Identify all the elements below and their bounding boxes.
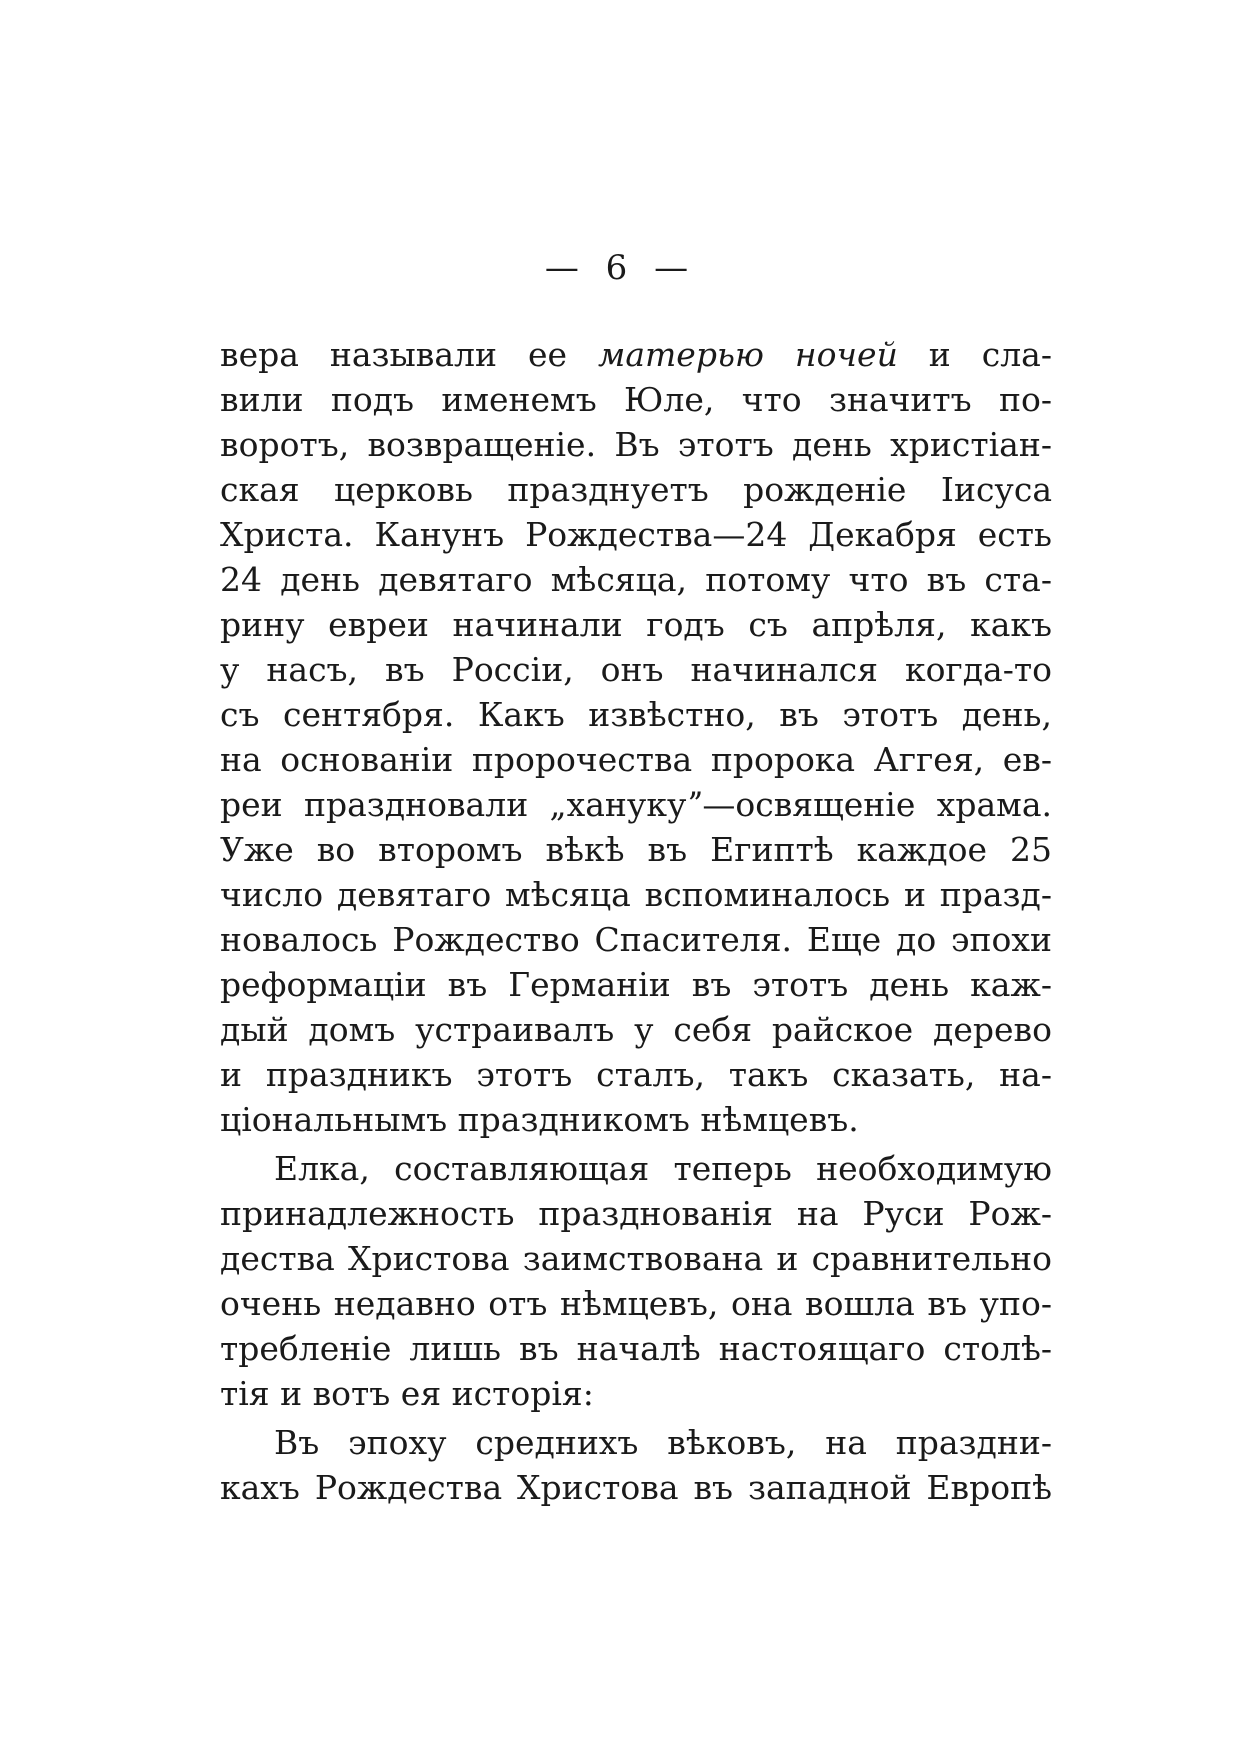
text-line: требленiе лишь въ началѣ настоящаго столѣ- [220, 1329, 1052, 1368]
text-line: рину евреи начинали годъ съ апрѣля, какъ [220, 605, 1052, 644]
text-line: дый домъ устраивалъ у себя райское дерево [220, 1010, 1052, 1049]
text-line: принадлежность празднованiя на Руси Рож- [220, 1194, 1052, 1233]
text-line: тiя и вотъ ея исторiя: [220, 1374, 594, 1413]
text-line: кахъ Рождества Христова въ западной Европѣ [220, 1468, 1052, 1507]
text-line: Елка, составляющая теперь необходимую [274, 1149, 1052, 1188]
text-line: съ сентября. Какъ извѣстно, въ этотъ день, [220, 695, 1052, 734]
text-line: новалось Рождество Спасителя. Еще до эпохи [220, 920, 1052, 959]
text-line: Христа. Канунъ Рождества—24 Декабря есть [220, 515, 1052, 554]
text-line: вили подъ именемъ Юле, что значитъ по- [220, 380, 1052, 419]
text-line: воротъ, возвращенiе. Въ этотъ день христiан- [220, 425, 1052, 464]
text-line: 24 день девятаго мѣсяца, потому что въ ста- [220, 560, 1052, 599]
text-line: Въ эпоху среднихъ вѣковъ, на праздни- [274, 1423, 1052, 1462]
text-line: реформацiи въ Германiи въ этотъ день каж- [220, 965, 1052, 1004]
text-line: число девятаго мѣсяца вспоминалось и празд- [220, 875, 1052, 914]
text-line: дества Христова заимствована и сравнительно [220, 1239, 1052, 1278]
text-line: Уже во второмъ вѣкѣ въ Египтѣ каждое 25 [220, 830, 1052, 869]
text-line: ская церковь празднуетъ рожденiе Iисуса [220, 470, 1052, 509]
text-line: очень недавно отъ нѣмцевъ, она вошла въ упо- [220, 1284, 1052, 1323]
paragraph-1 [220, 332, 1052, 1142]
paragraph-2 [220, 1146, 1052, 1416]
text-line: на основанiи пророчества пророка Аггея, ев- [220, 740, 1052, 779]
text-line: вера называли ее матерью ночей и сла- [220, 335, 1053, 374]
text-line: у насъ, въ Россiи, онъ начинался когда-то [220, 650, 1052, 689]
text-line: реи праздновали „ханукуˮ—освященiе храма. [220, 785, 1052, 824]
paragraph-3 [220, 1420, 1052, 1510]
text-line: и праздникъ этотъ сталъ, такъ сказать, на- [220, 1055, 1052, 1094]
body-text [220, 332, 1052, 1510]
text-line: цiональнымъ праздникомъ нѣмцевъ. [220, 1100, 859, 1139]
page-number: — 6 — [544, 248, 697, 288]
italic-phrase: матерью ночей [597, 335, 898, 374]
